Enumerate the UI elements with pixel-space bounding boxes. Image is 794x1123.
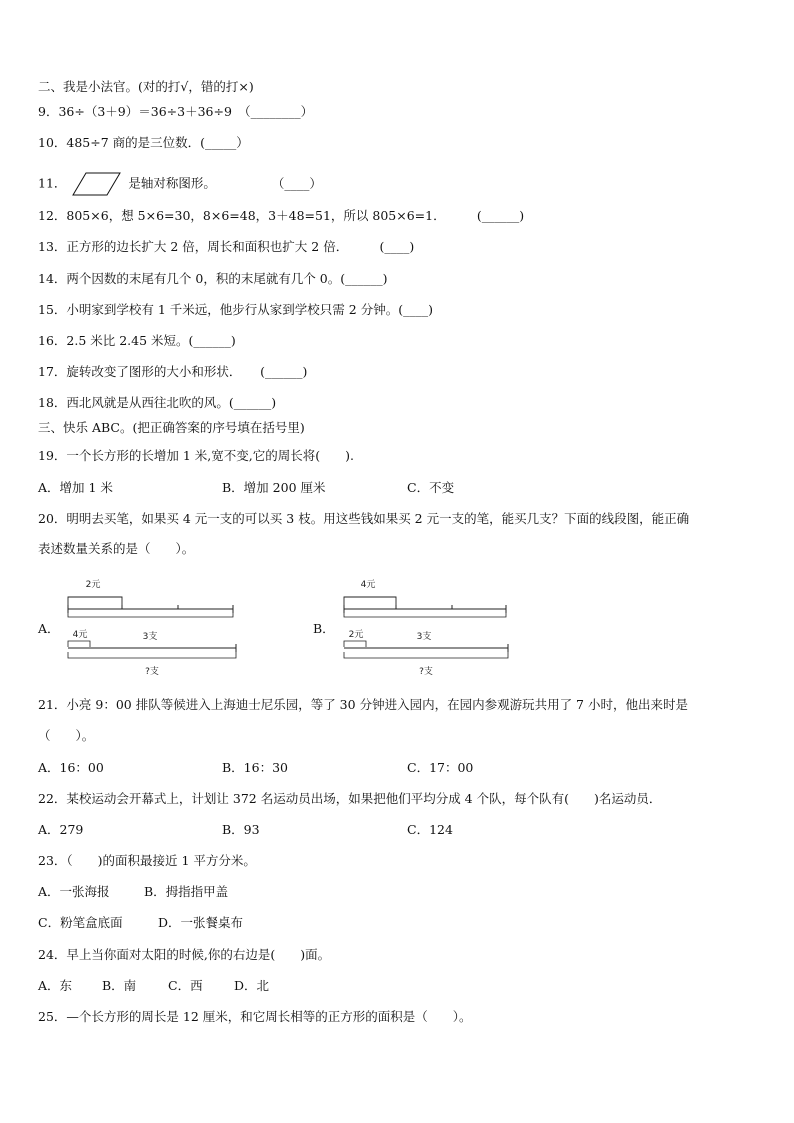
question-20-line1: 20．明明去买笔，如果买 4 元一支的可以买 3 枝。用这些钱如果买 2 元一支的笔，能买几支？下面的线段图，能正确 [38, 511, 690, 526]
option-c[interactable]: C．不变 [407, 480, 455, 495]
parallelogram-figure [72, 172, 122, 196]
section-header-choice: 三、快乐 ABC。(把正确答案的序号填在括号里) [38, 420, 305, 435]
option-b[interactable]: B．16：30 [222, 760, 288, 775]
diagram-b-inner-label: 2元 [348, 630, 364, 640]
question-16: 16．2.5 米比 2.45 米短。(______) [38, 333, 236, 348]
option-d[interactable]: D．一张餐桌布 [158, 915, 244, 930]
diagram-a-top-label: 2元 [85, 580, 101, 590]
question-15: 15．小明家到学校有 1 千米远，他步行从家到学校只需 2 分钟。(____) [38, 302, 433, 317]
line-segment-diagram-b [338, 573, 518, 678]
option-d[interactable]: D．北 [234, 978, 270, 993]
question-12: 12．805×6，想 5×6=30，8×6=48，3＋48=51，所以 805×6=1． (______) [38, 208, 525, 223]
question-24: 24．早上当你面对太阳的时候,你的右边是( )面。 [38, 947, 331, 962]
option-c[interactable]: C．粉笔盒底面 [38, 915, 123, 930]
diagram-a-inner-label: 4元 [72, 630, 88, 640]
option-a[interactable]: A．一张海报 [38, 884, 110, 899]
diagram-a-bottom-label: ?支 [145, 667, 159, 677]
question-22: 22．某校运动会开幕式上，计划让 372 名运动员出场，如果把他们平均分成 4 个队，每个队有( )名运动员． [38, 791, 662, 806]
option-b[interactable]: B．增加 200 厘米 [222, 480, 326, 495]
question-11-number: 11． [38, 175, 67, 191]
question-18: 18．西北风就是从西往北吹的风。(______) [38, 395, 277, 410]
question-10: 10．485÷7 商的是三位数．(_____） [38, 135, 249, 150]
diagram-b-bottom-label: ?支 [419, 667, 433, 677]
option-c[interactable]: C．西 [168, 978, 203, 993]
option-b[interactable]: B．93 [222, 822, 260, 837]
option-a[interactable]: A．东 [38, 978, 73, 993]
option-b[interactable]: B．拇指指甲盖 [144, 884, 229, 899]
question-14: 14．两个因数的末尾有几个 0，积的末尾就有几个 0。(______) [38, 271, 388, 286]
question-11 [38, 172, 322, 196]
diagram-a-mid-label: 3支 [142, 632, 158, 642]
question-11-text: 是轴对称图形。 [128, 175, 216, 191]
line-segment-diagram-a [62, 573, 242, 678]
question-20-option-a-label[interactable]: A． [38, 621, 60, 636]
question-25: 25．—个长方形的周长是 12 厘米，和它周长相等的正方形的面积是（ ）。 [38, 1009, 472, 1024]
option-a[interactable]: A．16：00 [38, 760, 104, 775]
section-header-judge: 二、我是小法官。(对的打√，错的打×) [38, 79, 254, 94]
question-13: 13．正方形的边长扩大 2 倍，周长和面积也扩大 2 倍． (____) [38, 239, 415, 254]
option-a[interactable]: A．279 [38, 822, 84, 837]
option-a[interactable]: A．增加 1 米 [38, 480, 113, 495]
question-17: 17．旋转改变了图形的大小和形状． (______) [38, 364, 308, 379]
question-21-line2: （ ）。 [38, 728, 95, 743]
question-23: 23．（ )的面积最接近 1 平方分米。 [38, 853, 256, 868]
diagram-b-top-label: 4元 [360, 580, 376, 590]
question-20-option-b-label[interactable]: B． [313, 621, 335, 636]
question-11-blank: （____） [271, 175, 322, 191]
option-c[interactable]: C．17：00 [407, 760, 474, 775]
option-c[interactable]: C．124 [407, 822, 453, 837]
option-b[interactable]: B．南 [102, 978, 137, 993]
question-9: 9．36÷（3＋9）＝36÷3＋36÷9 （________） [38, 104, 314, 119]
question-19: 19．一个长方形的长增加 1 米,宽不变,它的周长将( ). [38, 448, 354, 463]
diagram-b-mid-label: 3支 [416, 632, 432, 642]
question-21-line1: 21．小亮 9：00 排队等候进入上海迪士尼乐园，等了 30 分钟进入园内，在园内参观游玩共用了 7 小时，他出来时是 [38, 697, 688, 712]
question-20-line2: 表述数量关系的是（ ）。 [38, 541, 195, 556]
